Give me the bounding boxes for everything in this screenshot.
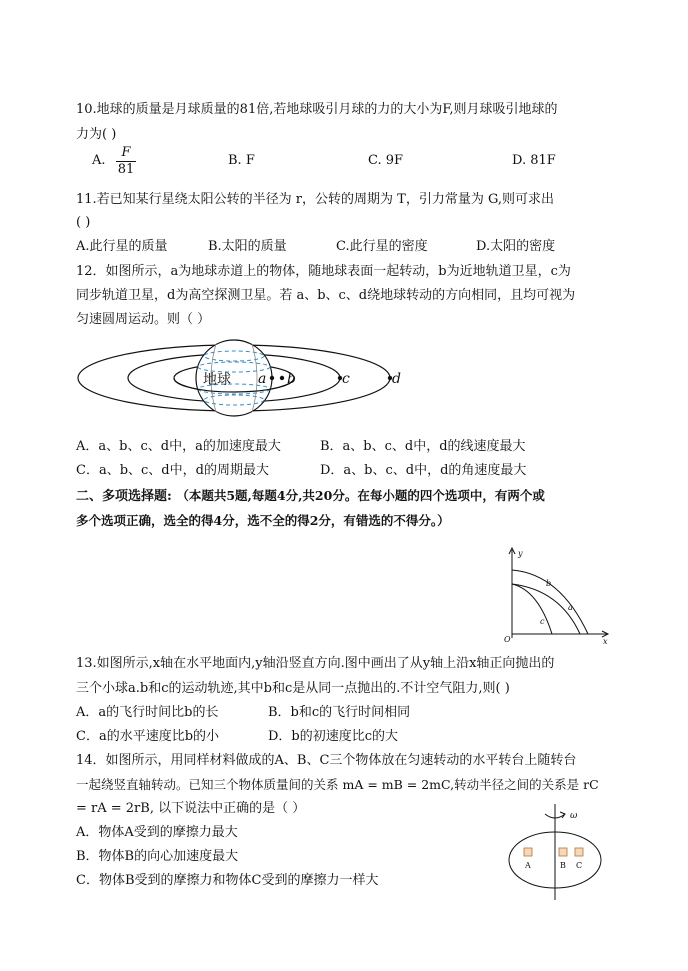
q14-option-b: B．物体B的向心加速度最大: [76, 849, 239, 864]
q13-option-c: C．a的水平速度比b的小: [76, 729, 220, 744]
omega-label: ω: [570, 811, 578, 821]
y-axis-label: y: [518, 549, 523, 558]
q12-stem-line2: 同步轨道卫星，d为高空探测卫星。若 a、b、c、d绕地球转动的方向相同，且均可视为: [76, 288, 576, 303]
label-b: b: [546, 579, 552, 588]
block-b: [559, 848, 567, 856]
q13-option-b: B．b和c的飞行时间相同: [268, 705, 411, 720]
q13-option-a: A．a的飞行时间比b的长: [76, 705, 219, 720]
q13-option-d: D．b的初速度比c的大: [268, 729, 399, 744]
label-A: A: [525, 861, 531, 870]
q11-stem-line2: ( ): [76, 215, 91, 230]
point-b: [280, 376, 284, 380]
q10-stem-line2: 力为( ): [76, 127, 117, 142]
q10-fraction-numerator: F: [121, 145, 131, 160]
q10-option-a-fraction: [116, 146, 136, 177]
q12-option-c: C．a、b、c、d中，d的周期最大: [76, 463, 269, 478]
label-C: C: [576, 861, 583, 870]
x-axis-label: x: [603, 637, 608, 646]
q14-stem-line2: 一起绕竖直轴转动。已知三个物体质量间的关系 mA = mB = 2mC,转动半径之间的关系是 rC: [76, 777, 599, 792]
label-b: b: [287, 371, 296, 387]
q12-stem-line3: 匀速圆周运动。则（ ）: [76, 312, 211, 327]
q13-stem-line2: 三个小球a.b和c的运动轨迹,其中b和c是从同一点抛出的.不计空气阻力,则( ): [76, 681, 510, 696]
q11-option-d: D.太阳的密度: [476, 239, 556, 254]
q14-stem-line1: 14．如图所示，用同样材料做成的A、B、C三个物体放在匀速转动的水平转台上随转台: [76, 753, 577, 768]
q14-option-a: A．物体A受到的摩擦力最大: [76, 825, 238, 840]
point-a: [270, 376, 274, 380]
label-c: c: [540, 617, 545, 626]
q12-stem-line1: 12．如图所示，a为地球赤道上的物体，随地球表面一起转动，b为近地轨道卫星，c为: [76, 264, 571, 279]
section2-title: 二、多项选择题:: [76, 489, 177, 504]
label-B: B: [560, 861, 566, 870]
section2-note-part2: 多个选项正确，选全的得4分，选不全的得2分，有错选的不得分。）: [76, 513, 450, 528]
q14-turntable-figure: [500, 802, 612, 902]
q11-stem-line1: 11.若已知某行星绕太阳公转的半径为 r，公转的周期为 T，引力常量为 G,则可求出: [76, 192, 555, 207]
q14-option-c: C．物体B受到的摩擦力和物体C受到的摩擦力一样大: [76, 873, 379, 888]
q13-stem-line1: 13.如图所示,x轴在水平地面内,y轴沿竖直方向.图中画出了从y轴上沿x轴正向抛出的: [76, 656, 555, 671]
origin-label: O: [504, 635, 511, 644]
label-a: a: [258, 371, 267, 387]
q12-option-d: D．a、b、c、d中，d的角速度最大: [320, 463, 527, 478]
q12-option-b: B．a、b、c、d中，d的线速度最大: [320, 439, 526, 454]
label-a: a: [568, 603, 573, 612]
section2-note-part1: （本题共5题,每题4分,共20分。在每小题的四个选项中，有两个或: [176, 488, 545, 503]
block-c: [575, 848, 583, 856]
q10-option-c: C. 9F: [368, 153, 404, 168]
label-d: d: [392, 371, 401, 387]
earth-label: 地球: [203, 372, 231, 388]
q12-option-a: A．a、b、c、d中，a的加速度最大: [76, 439, 281, 454]
q14-stem-line3: = rA = 2rB, 以下说法中正确的是（ ）: [76, 801, 306, 816]
q10-fraction-denominator: 81: [117, 162, 135, 177]
q12-orbit-figure: [76, 336, 428, 422]
trajectory-c: [512, 584, 552, 634]
q11-option-b: B.太阳的质量: [208, 239, 287, 254]
q10-option-b: B. F: [228, 153, 255, 168]
q11-option-a: A.此行星的质量: [76, 239, 168, 254]
q10-option-a-label: A.: [92, 153, 106, 168]
block-a: [524, 848, 532, 856]
q13-trajectory-graph: [490, 546, 616, 646]
section2-heading-line1: [76, 487, 545, 506]
q11-option-c: C.此行星的密度: [336, 239, 428, 254]
label-c: c: [342, 371, 350, 387]
q10-stem-line1: 10.地球的质量是月球质量的81倍,若地球吸引月球的力的大小为F,则月球吸引地球的: [76, 102, 558, 117]
q10-option-d: D. 81F: [512, 153, 556, 168]
